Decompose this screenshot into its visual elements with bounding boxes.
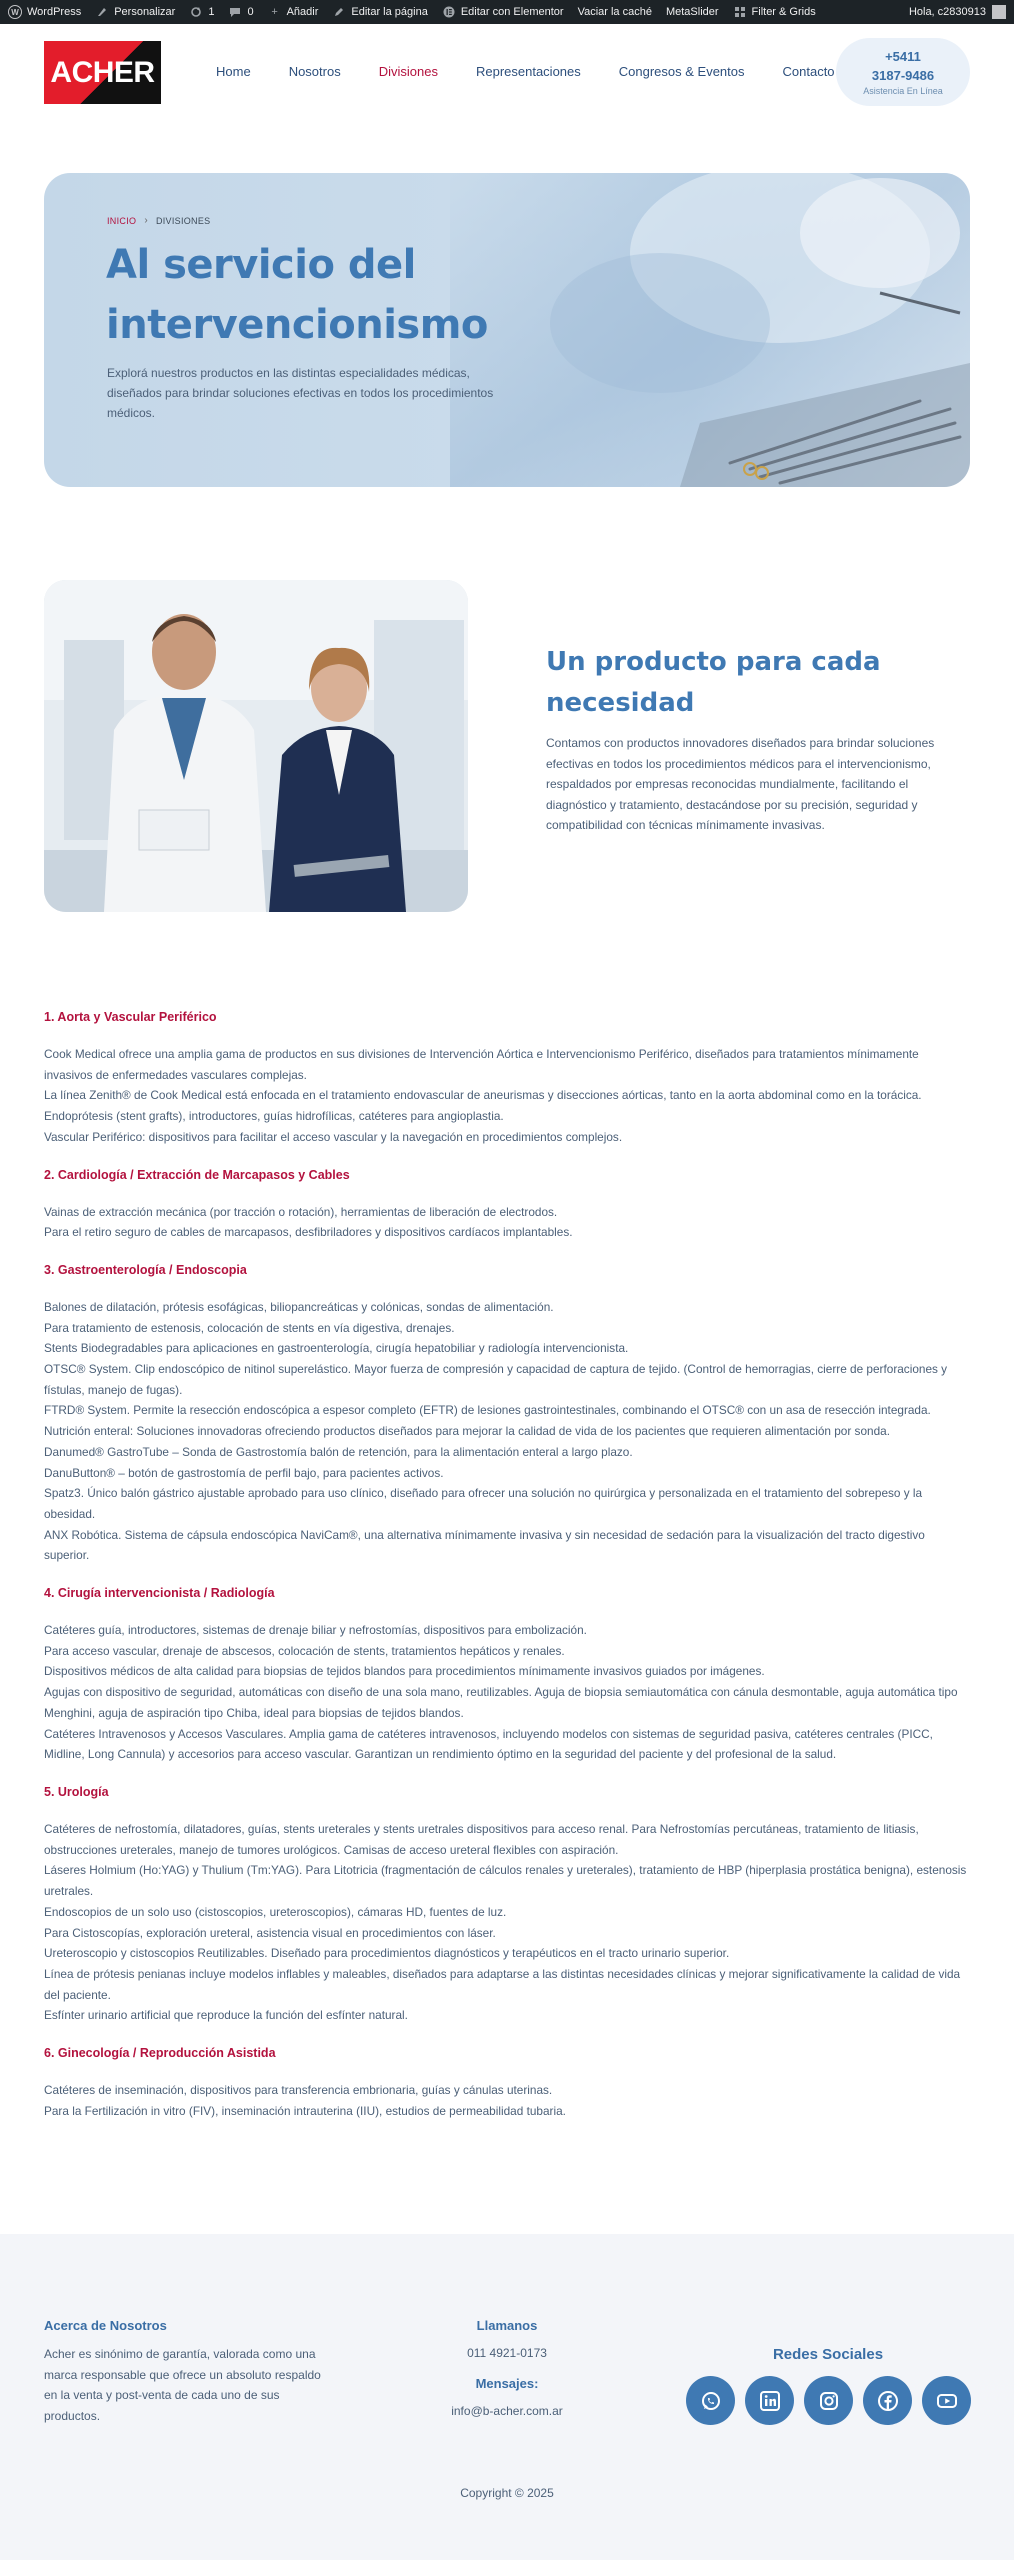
facebook-icon[interactable] [863,2376,912,2425]
intro-title: Un producto para cada necesidad [546,647,881,718]
division-line: FTRD® System. Permite la resección endoscópica a espesor completo (EFTR) de lesiones gastrointestinales, combinando el OTSC® con un asa de resección integrada. [44,1403,931,1418]
product-divisions [44,1008,970,2139]
site-footer [0,2234,1014,2560]
admin-item-edit-page[interactable] [332,5,427,19]
phone-button[interactable] [836,38,970,106]
division-line: Catéteres Intravenosos y Accesos Vasculares. Amplia gama de catéteres intravenosos, incluyendo modelos con sistemas de seguridad pasiva, catéteres centrales (PICC, Midline, Long Cannula) y accesorios para acceso vascular. Garantizan un rendimiento óptimo en la seguridad del paciente y del profesional de la salud. [44,1726,933,1762]
admin-item-label: MetaSlider [665,6,719,18]
social-icons [686,2376,971,2425]
main-nav [216,64,835,79]
admin-item-label: Editar con Elementor [460,6,564,18]
division-line: Láseres Holmium (Ho:YAG) y Thulium (Tm:YAG). Para Litotricia (fragmentación de cálculos renales y ureterales), tratamiento de HBP (hiperplasia prostática benigna), estenosis uretrales. [44,1863,967,1899]
division-line: Agujas con dispositivo de seguridad, automáticas con diseño de una sola mano, reutilizables. Aguja de biopsia semiautomática con cánula desmontable, aguja automática tipo Menghini, aguja de aspiración tipo Chiba, ideal para biopsias de tejidos blandos. [44,1685,958,1720]
division-line: ANX Robótica. Sistema de cápsula endoscópica NaviCam®, una alternativa mínimamente invasiva y sin necesidad de sedación para la visualización del tracto digestivo superior. [44,1527,925,1563]
division-line: Catéteres de inseminación, dispositivos para transferencia embrionaria, guías y cánulas uterinas. [44,2083,553,2098]
division-title: 3. Gastroenterología / Endoscopia [44,1262,247,1277]
division-line: Para el retiro seguro de cables de marcapasos, desfibriladores y dispositivos cardíacos implantables. [44,1225,573,1240]
hero-description: Explorá nuestros productos en las distintas especialidades médicas, diseñados para brindar soluciones efectivas en todos los procedimientos médicos. [107,366,494,420]
admin-item-add[interactable] [268,5,319,19]
footer-phone-link[interactable]: 011 4921-0173 [467,2346,547,2360]
division-line: Dispositivos médicos de alta calidad para biopsias de tejidos blandos para procedimientos mínimamente invasivos guiados por imágenes. [44,1664,765,1679]
product-division [44,2044,970,2121]
footer-messages-title: Mensajes: [475,2376,539,2391]
site-logo[interactable] [44,41,161,104]
division-line: Catéteres de nefrostomía, dilatadores, guías, stents ureterales y stents uretrales dispositivos para acceso renal. Para Nefrostomías percutáneas, tratamiento de litiasis, obstrucciones ureterales, manejo de tumores urológicos. Camisas de acceso ureteral flexibles con aspiración. [44,1821,919,1857]
product-division [44,1166,970,1243]
admin-item-label: Personalizar [114,6,176,18]
division-title: 1. Aorta y Vascular Periférico [44,1010,217,1024]
admin-account[interactable] [909,5,1006,19]
phone-line-2: 3187-9486 [871,68,935,83]
division-line: Para la Fertilización in vitro (FIV), inseminación intrauterina (IIU), estudios de permeabilidad tubaria. [44,2103,566,2118]
division-line: Para acceso vascular, drenaje de abscesos, colocación de stents, tratamientos hepáticos y renales. [44,1643,565,1658]
admin-item-customize[interactable] [95,5,175,19]
division-line: Catéteres guía, introductores, sistemas de drenaje biliar y nefrostomías, dispositivos para embolización. [44,1623,587,1638]
nav-contacto[interactable]: Contacto [782,64,835,79]
admin-bar [0,0,1014,24]
division-line: Endoprótesis (stent grafts), introductores, guías hidrofílicas, catéteres para angioplastia. [44,1109,504,1124]
phone-line-1: +5411 [885,49,921,64]
admin-item-label: 0 [247,6,254,18]
admin-item-elementor[interactable] [442,5,564,19]
plus-icon: + [271,6,278,18]
logo-text: ACHER [50,55,155,89]
hero-banner [44,173,970,487]
chevron-right-icon: › [144,215,148,226]
admin-greeting: Hola, c2830913 [908,6,986,18]
comments-icon [228,5,242,19]
doctors-photo [44,580,468,912]
product-division [44,1008,970,1148]
admin-item-filter-grids[interactable] [733,5,816,19]
admin-item-clear-cache[interactable] [578,6,652,18]
footer-about-text: Acher es sinónimo de garantía, valorada como una marca responsable que ofrece un absoluto respaldo en la venta y post-venta de cada uno de sus productos. [44,2347,321,2423]
linkedin-icon[interactable] [745,2376,794,2425]
breadcrumb-current: DIVISIONES [155,215,211,226]
division-line: DanuButton® – botón de gastrostomía de perfil bajo, para pacientes activos. [44,1465,444,1480]
division-line: Balones de dilatación, prótesis esofágicas, biliopancreáticas y colónicas, sondas de alimentación. [44,1299,554,1314]
admin-item-label: Filter & Grids [751,6,816,18]
youtube-icon[interactable] [922,2376,971,2425]
nav-nosotros[interactable]: Nosotros [288,64,341,79]
elementor-icon [442,5,456,19]
division-title: 4. Cirugía intervencionista / Radiología [44,1586,275,1601]
division-title: 2. Cardiología / Extracción de Marcapasos y Cables [44,1167,350,1182]
brush-icon [95,5,109,19]
admin-item-wordpress[interactable] [8,5,81,19]
division-title: 6. Ginecología / Reproducción Asistida [44,2046,276,2061]
wordpress-icon: W [8,5,22,19]
footer-contact [422,2318,592,2418]
nav-representaciones[interactable]: Representaciones [475,64,581,79]
division-line: Ureteroscopio y cistoscopios Reutilizables. Diseñado para procedimientos diagnósticos y terapéuticos en el tracto urinario superior. [44,1946,730,1961]
admin-item-label: WordPress [27,6,82,18]
division-line: Danumed® GastroTube – Sonda de Gastrostomía balón de retención, para la alimentación enteral a largo plazo. [44,1444,633,1459]
footer-social-title: Redes Sociales [772,2346,884,2363]
division-line: Línea de prótesis penianas incluye modelos inflables y maleables, diseñados para adaptarse a las distintas necesidades clínicas y mejorar significativamente la calidad de vida del paciente. [44,1966,961,2002]
breadcrumb-home[interactable]: INICIO [107,215,137,226]
footer-about-title: Acerca de Nosotros [44,2318,167,2333]
avatar [992,5,1006,19]
division-line: Stents Biodegradables para aplicaciones en gastroenterología, cirugía hepatobiliar y radiología intervencionista. [44,1341,629,1356]
nav-divisiones[interactable]: Divisiones [378,64,438,79]
copyright: Copyright © 2025 [460,2486,554,2500]
division-line: Endoscopios de un solo uso (cistoscopios, ureteroscopios), cámaras HD, fuentes de luz. [44,1904,507,1919]
product-division [44,1261,970,1566]
pencil-icon [332,5,346,19]
admin-item-label: Añadir [286,6,319,18]
division-line: Vainas de extracción mecánica (por tracción o rotación), herramientas de liberación de electrodos. [44,1204,558,1219]
admin-item-updates[interactable] [189,5,214,19]
footer-email-link[interactable]: info@b-acher.com.ar [451,2404,563,2418]
admin-item-metaslider[interactable] [666,6,719,18]
footer-call-title: Llamanos [476,2318,538,2333]
whatsapp-icon[interactable] [686,2376,735,2425]
division-line: Esfínter urinario artificial que reproduce la función del esfínter natural. [44,2008,408,2023]
division-line: Cook Medical ofrece una amplia gama de productos en sus divisiones de Intervención Aórtica e Intervencionismo Periférico, diseñados para tratamientos mínimamente invasivos de enfermedades vasculares complejas. [44,1047,919,1082]
admin-item-comments[interactable] [228,5,253,19]
admin-item-label: Editar la página [351,6,428,18]
division-title: 5. Urología [44,1784,109,1799]
division-line: La línea Zenith® de Cook Medical está enfocada en el tratamiento endovascular de aneurismas y disecciones aórticas, tanto en la aorta abdominal como en la torácica. [44,1088,922,1103]
product-division [44,1783,970,2026]
nav-home[interactable]: Home [216,64,251,79]
intro-text: Contamos con productos innovadores diseñados para brindar soluciones efectivas en todos los procedimientos médicos para el intervencionismo, respaldados por empresas reconocidas mundialmente, facilitando el diagnóstico y tratamiento, destacándose por su precisión, seguridad y compatibilidad con técnicas mínimamente invasivas. [546,736,935,832]
division-line: Para Cistoscopías, exploración ureteral, asistencia visual en procedimientos con láser. [44,1925,496,1940]
nav-congresos-eventos[interactable]: Congresos & Eventos [618,64,745,79]
instagram-icon[interactable] [804,2376,853,2425]
product-division [44,1584,970,1765]
admin-item-label: Vaciar la caché [577,6,652,18]
updates-icon [189,5,203,19]
breadcrumb [107,215,210,226]
page-title: Al servicio del intervencionismo [106,242,488,348]
division-line: Spatz3. Único balón gástrico ajustable aprobado para uso clínico, diseñado para ofrecer una solución no quirúrgica y personalizada en el tratamiento del sobrepeso y la obesidad. [44,1486,923,1521]
site-header [0,24,1014,120]
division-line: OTSC® System. Clip endoscópico de nitinol superelástico. Mayor fuerza de compresión y capacidad de captura de tejido. (Control de hemorragias, cierre de perforaciones y fístulas, manejo de fugas). [44,1362,948,1397]
division-line: Vascular Periférico: dispositivos para facilitar el acceso vascular y la navegación en procedimientos complejos. [44,1129,623,1144]
phone-caption: Asistencia En Línea [863,86,943,96]
division-line: Para tratamiento de estenosis, colocación de stents en vía digestiva, drenajes. [44,1320,455,1335]
admin-item-label: 1 [208,6,215,18]
division-line: Nutrición enteral: Soluciones innovadoras ofreciendo productos diseñados para mejorar la calidad de vida de los pacientes que requieren alimentación por sonda. [44,1424,890,1439]
grid-icon [733,5,747,19]
